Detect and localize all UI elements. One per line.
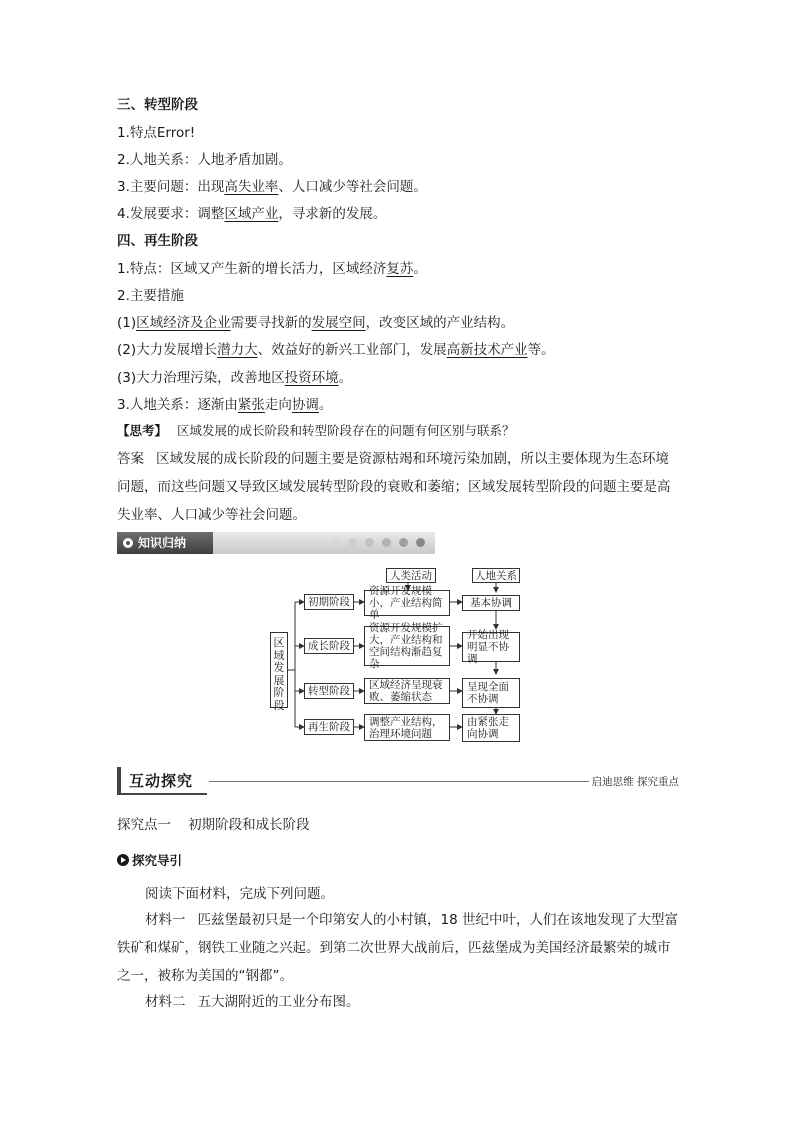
decor-dot-icon [365, 538, 374, 547]
man-land-relation-header: 人地关系 [472, 568, 520, 583]
activity-growth: 资源开发规模扩大，产业结构和空间结构渐趋复杂 [364, 626, 450, 666]
blank-answer: 投资环境 [284, 370, 339, 386]
section-heading-regen: 四、再生阶段 [117, 233, 198, 249]
text: ，改变区域的产业结构。 [365, 315, 515, 331]
transform-item-3 [117, 177, 427, 197]
explore-intro: 阅读下面材料，完成下列问题。 [145, 886, 334, 902]
blank-answer: 紧张 [237, 397, 265, 413]
explore-guide-heading [117, 851, 182, 871]
explore-point-title: 探究点一 初期阶段和成长阶段 [117, 817, 310, 833]
stage-transform: 转型阶段 [304, 683, 354, 699]
material-1 [117, 906, 679, 990]
region-development-diagram [262, 562, 542, 752]
blank-answer: 潜力大 [217, 342, 258, 358]
stage-regeneration: 再生阶段 [304, 719, 354, 735]
text: 。 [318, 397, 333, 413]
relation-regeneration: 由紧张走向协调 [462, 714, 520, 742]
text: 3.人地关系：逐渐由 [117, 397, 238, 413]
think-question [117, 421, 515, 441]
section-subtitle: 启迪思维 探究重点 [591, 776, 679, 788]
section-underline [117, 793, 207, 795]
section-title: 互动探究 [129, 772, 194, 790]
stage-growth: 成长阶段 [304, 638, 354, 654]
material-1-text: 匹兹堡最初只是一个印第安人的小村镇，18 世纪中叶，人们在该地发现了大型富铁矿和煤矿，钢铁工业随之兴起。到第二次世界大战前后，匹兹堡成为美国经济最繁荣的城市之一，被称为美国的“钢都”。 [117, 912, 678, 984]
text: 需要寻找新的 [230, 315, 312, 331]
text: ，寻求新的发展。 [278, 206, 387, 222]
regen-item-1 [117, 259, 427, 279]
knowledge-summary-label: 知识归纳 [138, 536, 187, 550]
text: (1) [117, 315, 137, 331]
text: 等。 [527, 342, 555, 358]
text: 、效益好的新兴工业部门，发展 [257, 342, 447, 358]
blank-answer: 发展空间 [311, 315, 366, 331]
transform-item-4 [117, 204, 386, 224]
relation-initial: 基本协调 [462, 595, 520, 611]
think-question-text: 区域发展的成长阶段和转型阶段存在的问题有何区别与联系？ [177, 423, 515, 438]
text: (2)大力发展增长 [117, 342, 218, 358]
blank-answer: 区域产业 [224, 206, 279, 222]
explore-guide-label: 探究导引 [132, 853, 183, 868]
material-1-label: 材料一 [145, 912, 186, 928]
relation-growth: 开始出现明显不协调 [462, 632, 520, 662]
regen-item-2: 2.主要措施 [117, 288, 184, 304]
transform-item-1: 1.特点Error! [117, 125, 196, 141]
text: 4.发展要求：调整 [117, 206, 225, 222]
material-2-label: 材料二 [145, 994, 186, 1010]
text: 走向 [264, 397, 292, 413]
knowledge-summary-bar [117, 532, 435, 554]
transform-item-2: 2.人地关系：人地矛盾加剧。 [117, 152, 292, 168]
blank-answer: 高失业率 [224, 179, 279, 195]
text: 1.特点：区域又产生新的增长活力，区域经济 [117, 261, 387, 277]
answer-label: 答案 [117, 451, 144, 467]
regen-item-3 [117, 395, 332, 415]
activity-initial: 资源开发规模小，产业结构简单 [364, 590, 450, 616]
stage-initial: 初期阶段 [304, 594, 354, 610]
decor-dot-icon [331, 538, 340, 547]
answer-text: 区域发展的成长阶段的问题主要是资源枯竭和环境污染加剧，所以主要体现为生态环境问题，而这些问题又导致区域发展转型阶段的衰败和萎缩；区域发展转型阶段的问题主要是高失业率、人口减少等社会问题。 [117, 451, 671, 523]
activity-regeneration: 调整产业结构，治理环境问题 [364, 714, 450, 741]
decor-dot-icon [382, 538, 391, 547]
relation-transform: 呈现全面不协调 [462, 678, 520, 708]
material-2-text: 五大湖附近的工业分布图。 [197, 994, 360, 1010]
knowledge-summary-title [117, 532, 213, 554]
text: 。 [413, 261, 427, 277]
text: 、人口减少等社会问题。 [278, 179, 427, 195]
regen-measure-1 [117, 313, 514, 333]
bullet-icon [123, 538, 133, 548]
section-header-interactive [117, 767, 679, 795]
regen-measure-2 [117, 340, 555, 360]
blank-answer: 区域经济及企业 [136, 315, 231, 331]
activity-transform: 区域经济呈现衰败、萎缩状态 [364, 678, 450, 704]
blank-answer: 复苏 [386, 261, 414, 277]
play-icon [117, 854, 129, 866]
blank-answer: 协调 [291, 397, 319, 413]
think-answer [117, 445, 679, 529]
section-rule [209, 781, 589, 782]
decor-dot-icon [399, 538, 408, 547]
blank-answer: 高新技术产业 [446, 342, 528, 358]
think-label: 【思考】 [117, 423, 168, 438]
text: (3)大力治理污染，改善地区 [117, 370, 285, 386]
decor-dot-icon [416, 538, 425, 547]
section-heading-transform: 三、转型阶段 [117, 97, 198, 113]
human-activity-header: 人类活动 [386, 568, 436, 583]
material-2 [145, 992, 360, 1012]
text: 3.主要问题：出现 [117, 179, 225, 195]
decor-dot-icon [348, 538, 357, 547]
text: 。 [338, 370, 353, 386]
regen-measure-3 [117, 368, 352, 388]
section-bar-icon [117, 767, 121, 795]
main-concept-box: 区域发展阶段 [270, 632, 288, 708]
